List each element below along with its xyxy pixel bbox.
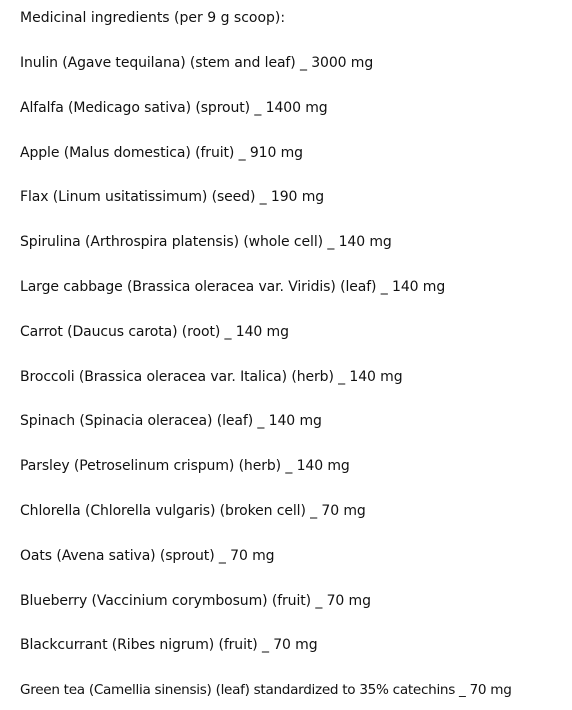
ingredient-item-parsley: Parsley (Petroselinum crispum) (herb) _ 140 mg <box>20 458 350 475</box>
ingredient-item-blackcurrant: Blackcurrant (Ribes nigrum) (fruit) _ 70 mg <box>20 637 318 654</box>
ingredient-item-green-tea: Green tea (Camellia sinensis) (leaf) standardized to 35% catechins _ 70 mg <box>20 682 512 699</box>
ingredients-document <box>20 8 568 700</box>
ingredients-heading: Medicinal ingredients (per 9 g scoop): <box>20 10 286 26</box>
ingredient-item-alfalfa: Alfalfa (Medicago sativa) (sprout) _ 1400 mg <box>20 99 328 116</box>
ingredient-item-carrot: Carrot (Daucus carota) (root) _ 140 mg <box>20 323 289 340</box>
ingredient-item-blueberry: Blueberry (Vaccinium corymbosum) (fruit) _ 70 mg <box>20 592 371 609</box>
ingredient-item-broccoli: Broccoli (Brassica oleracea var. Italica) (herb) _ 140 mg <box>20 368 403 385</box>
ingredient-item-large-cabbage: Large cabbage (Brassica oleracea var. Viridis) (leaf) _ 140 mg <box>20 278 446 295</box>
ingredient-item-oats: Oats (Avena sativa) (sprout) _ 70 mg <box>20 547 275 564</box>
ingredient-item-spinach: Spinach (Spinacia oleracea) (leaf) _ 140 mg <box>20 413 322 430</box>
ingredient-item-flax: Flax (Linum usitatissimum) (seed) _ 190 mg <box>20 189 325 206</box>
ingredients-list <box>20 53 568 700</box>
ingredient-item-inulin: Inulin (Agave tequilana) (stem and leaf) _ 3000 mg <box>20 55 374 71</box>
ingredient-item-spirulina: Spirulina (Arthrospira platensis) (whole cell) _ 140 mg <box>20 234 392 251</box>
ingredient-item-chlorella: Chlorella (Chlorella vulgaris) (broken cell) _ 70 mg <box>20 502 366 519</box>
ingredient-item-apple: Apple (Malus domestica) (fruit) _ 910 mg <box>20 144 303 161</box>
